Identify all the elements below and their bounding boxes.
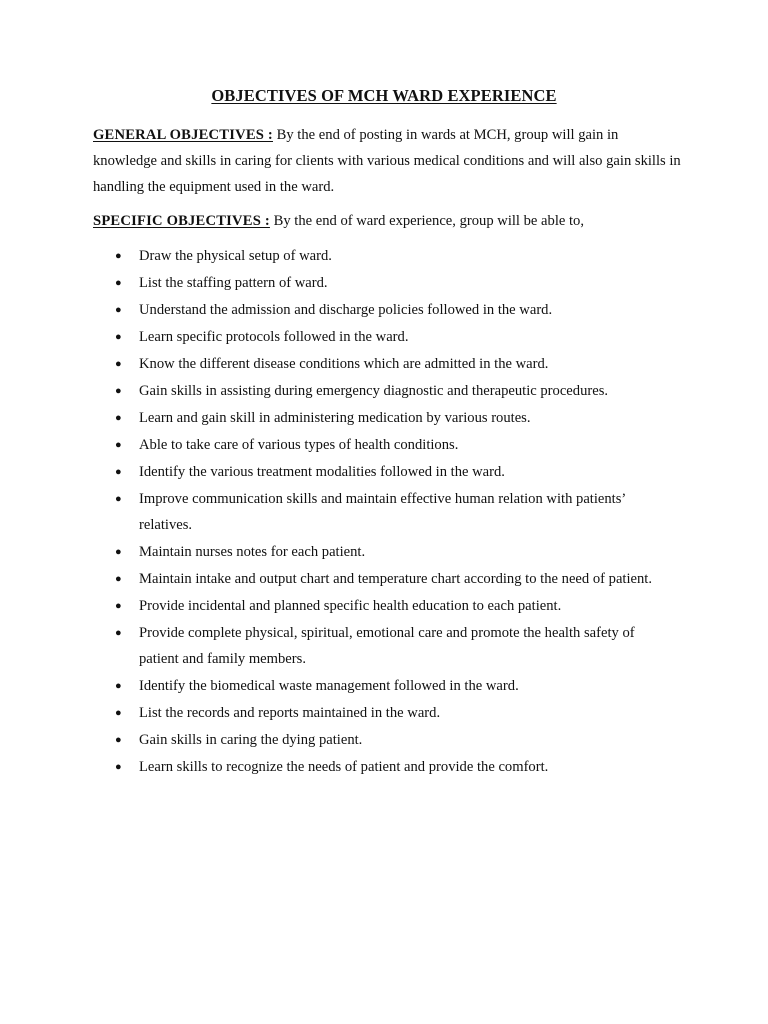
objective-text: Gain skills in assisting during emergency diagnostic and therapeutic procedures. (139, 383, 609, 399)
general-objectives-paragraph (93, 122, 683, 200)
bullet-dot-icon: ● (115, 331, 122, 343)
objective-list-item (114, 754, 674, 780)
general-objectives-heading: GENERAL OBJECTIVES : (93, 127, 273, 143)
objective-text: Maintain intake and output chart and temperature chart according to the need of patient. (139, 571, 653, 587)
bullet-dot-icon: ● (115, 439, 122, 451)
objective-text: Maintain nurses notes for each patient. (139, 544, 366, 560)
bullet-dot-icon: ● (115, 385, 122, 397)
objective-text: Learn specific protocols followed in the ward. (139, 329, 409, 345)
objective-text: Learn skills to recognize the needs of patient and provide the comfort. (139, 759, 549, 775)
objective-text: List the records and reports maintained in the ward. (139, 705, 441, 721)
bullet-dot-icon: ● (115, 412, 122, 424)
objective-text: Improve communication skills and maintain effective human relation with patients’ relatives. (139, 491, 626, 533)
objective-list-item (114, 620, 674, 672)
bullet-dot-icon: ● (115, 358, 122, 370)
objective-list-item (114, 566, 674, 592)
objective-list-item (114, 593, 674, 619)
objective-list-item (114, 243, 674, 269)
bullet-dot-icon: ● (115, 707, 122, 719)
bullet-dot-icon: ● (115, 680, 122, 692)
objective-list-item (114, 405, 674, 431)
objective-text: Draw the physical setup of ward. (139, 248, 332, 264)
bullet-dot-icon: ● (115, 600, 122, 612)
objective-list-item (114, 351, 674, 377)
objective-text: Know the different disease conditions which are admitted in the ward. (139, 356, 549, 372)
objective-text: Able to take care of various types of health conditions. (139, 437, 459, 453)
objective-text: Identify the various treatment modalities followed in the ward. (139, 464, 505, 480)
bullet-dot-icon: ● (115, 734, 122, 746)
objective-list-item (114, 324, 674, 350)
objective-text: Identify the biomedical waste management followed in the ward. (139, 678, 519, 694)
objective-text: List the staffing pattern of ward. (139, 275, 328, 291)
objective-text: Provide incidental and planned specific health education to each patient. (139, 598, 562, 614)
objective-list-item (114, 459, 674, 485)
objective-text: Gain skills in caring the dying patient. (139, 732, 363, 748)
bullet-dot-icon: ● (115, 250, 122, 262)
objective-list-item (114, 432, 674, 458)
objective-text: Provide complete physical, spiritual, emotional care and promote the health safety of patient and family members. (139, 625, 635, 667)
bullet-dot-icon: ● (115, 493, 122, 505)
general-objectives-text: By the end of posting in wards at MCH, group will gain in knowledge and skills in caring for clients with various medical conditions and will also gain skills in handling the equipment used in the ward. (93, 127, 681, 195)
bullet-dot-icon: ● (115, 627, 122, 639)
objective-list-item (114, 700, 674, 726)
objective-text: Learn and gain skill in administering medication by various routes. (139, 410, 531, 426)
objective-text: Understand the admission and discharge policies followed in the ward. (139, 302, 553, 318)
objective-list-item (114, 270, 674, 296)
objective-list-item (114, 486, 674, 538)
objective-list-item (114, 297, 674, 323)
objective-list-item (114, 673, 674, 699)
objective-list-item (114, 539, 674, 565)
page-title: OBJECTIVES OF MCH WARD EXPERIENCE (211, 86, 557, 105)
bullet-dot-icon: ● (115, 466, 122, 478)
objective-list-item (114, 378, 674, 404)
objectives-list (114, 243, 674, 781)
bullet-dot-icon: ● (115, 277, 122, 289)
bullet-dot-icon: ● (115, 761, 122, 773)
bullet-dot-icon: ● (115, 573, 122, 585)
bullet-dot-icon: ● (115, 546, 122, 558)
specific-objectives-text: By the end of ward experience, group will be able to, (269, 213, 585, 229)
specific-objectives-heading: SPECIFIC OBJECTIVES : (93, 213, 270, 229)
bullet-dot-icon: ● (115, 304, 122, 316)
objective-list-item (114, 727, 674, 753)
specific-objectives-paragraph (93, 208, 683, 234)
